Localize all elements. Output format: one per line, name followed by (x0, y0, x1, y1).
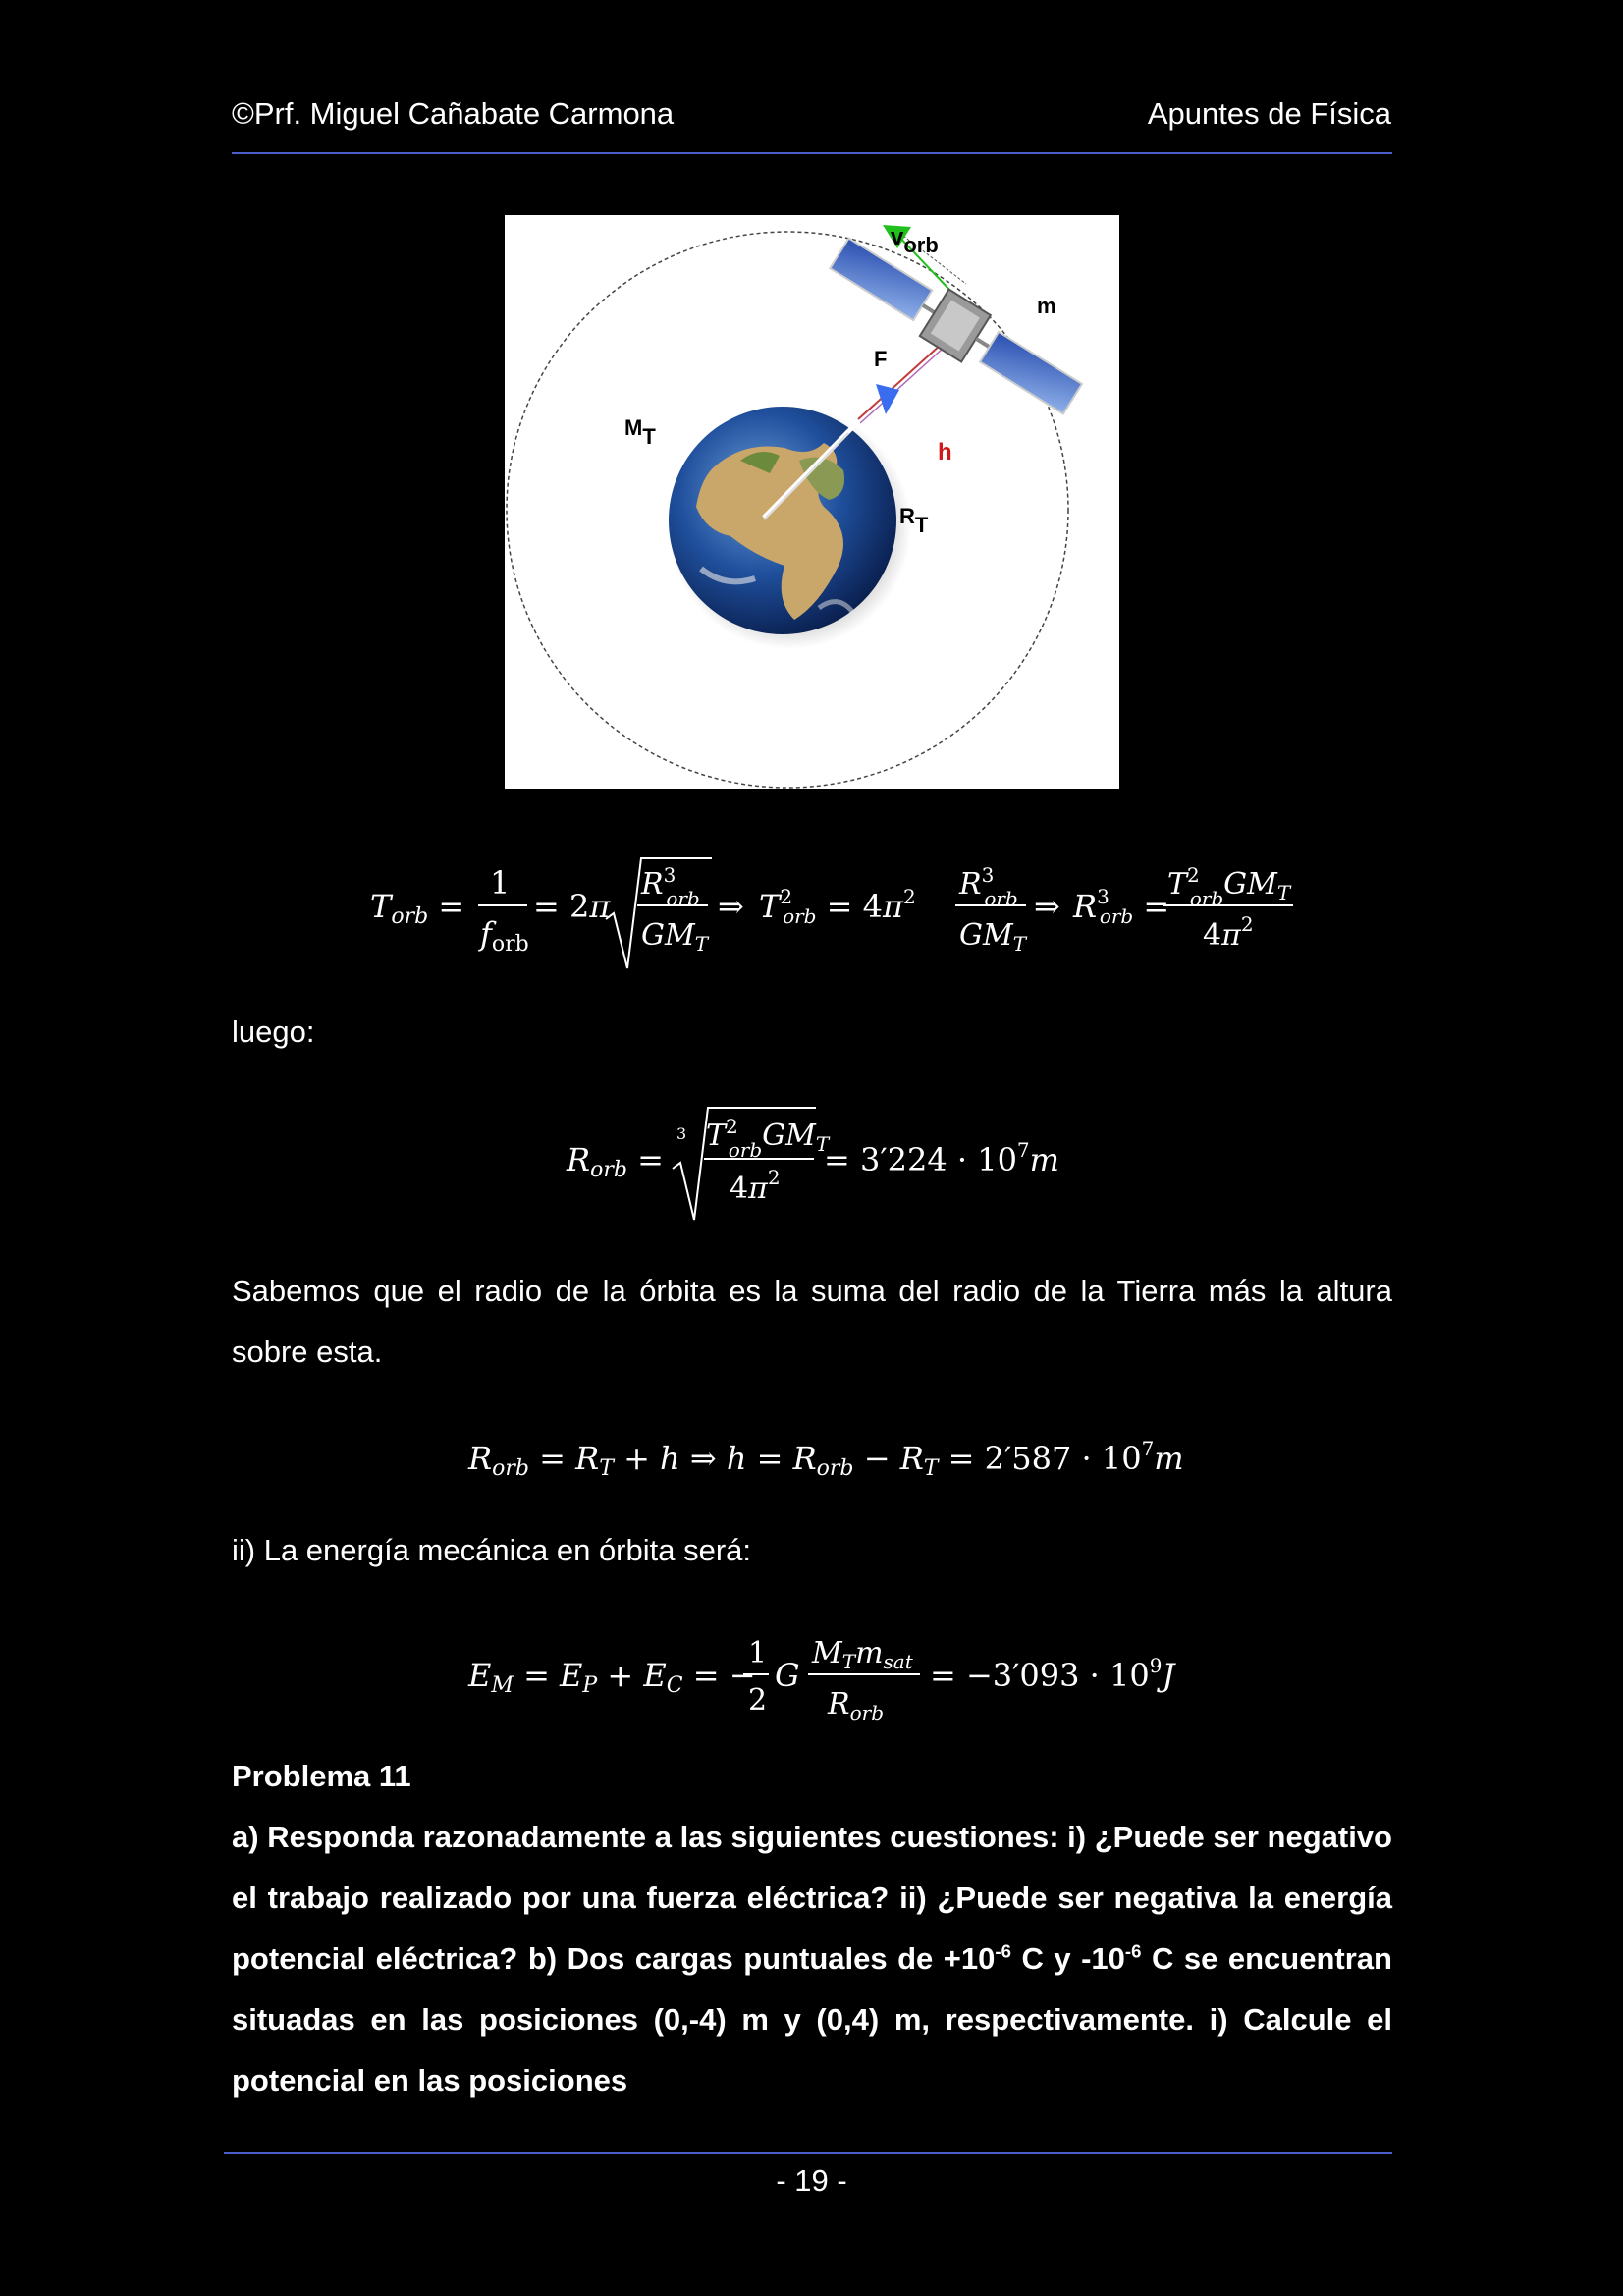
equation-2-svg (567, 1100, 1057, 1228)
svg-text:T2orbGMT: $T^2$ orbGM$_T$ (1167, 863, 1291, 910)
svg-text:Rorb: $R_{orb}$ (828, 1687, 884, 1724)
page-number: - 19 - (776, 2163, 847, 2198)
header-author: ©Prf. Miguel Cañabate Carmona (232, 96, 675, 131)
satellite-mass-label: m (1037, 294, 1056, 318)
svg-text:= 2π: = 2π (533, 888, 611, 925)
text-luego: luego: (232, 1014, 315, 1049)
svg-text:forb: forb (480, 915, 529, 957)
exponent-2: -6 (1124, 1941, 1142, 1962)
header-rule (232, 152, 1392, 154)
exponent-1: -6 (995, 1941, 1011, 1962)
orbit-diagram (505, 215, 1119, 789)
velocity-label: vorb (891, 224, 939, 257)
equation-3-svg (468, 1436, 1184, 1485)
problem-text-part-3: C se encuentran situadas en las posiciones (0,-4) m y (0,4) m, respectivamente. i) Calcule el potencial en las posiciones (232, 1941, 1392, 2098)
problem-text-part-1: a) Responda razonadamente a las siguientes cuestiones: i) ¿Puede ser negativo el trabajo realizado por una fuerza eléctrica? ii) ¿Puede ser negativa la energía potencial eléctrica? b) Dos cargas puntuales de +10 (232, 1820, 1392, 1976)
problem-statement (232, 1807, 1392, 2111)
text-energia: ii) La energía mecánica en órbita será: (232, 1533, 752, 1567)
equation-orbital-period (232, 850, 1392, 986)
svg-text:2: 2 (748, 1683, 768, 1718)
header-subject: Apuntes de Física (1147, 96, 1391, 131)
svg-text:G: G (775, 1657, 800, 1694)
footer-rule (224, 2152, 1392, 2154)
svg-text:GMT: $GM_T$ (641, 918, 709, 956)
svg-text:GMT: $GM_T$ (959, 918, 1027, 956)
svg-text:4π2: $4\pi^2$ (730, 1166, 781, 1206)
height-label: h (938, 439, 952, 465)
svg-text:R3orb: $R^3$ orb (959, 863, 1018, 910)
svg-text:EM = EP + EC = −: EM = EP + EC = − (468, 1657, 756, 1698)
svg-text:4π2: $4\pi^2$ (1203, 912, 1254, 953)
svg-text:T2orb = 4π2: $T^2$ orb = $4\pi^2$ (759, 885, 916, 928)
force-label: F (874, 347, 888, 371)
equation-height (232, 1436, 1392, 1493)
svg-text:R3orb =: $R^3$ orb = (1073, 885, 1170, 928)
svg-text:1: 1 (748, 1636, 768, 1670)
svg-text:Torb =: Torb = (370, 888, 465, 929)
svg-text:MTmsat: $M_Tm_{sat}$ (812, 1636, 913, 1673)
svg-text:Rorb = RT + h ⇒ h = Rorb − RT: Rorb = RT + h ⇒ h = Rorb − RT = $2'587 \cdot 10^7m$ (468, 1437, 1184, 1481)
svg-text:= 3′224 · 107m: = $3'224 \cdot 10^7m$ (824, 1138, 1059, 1178)
satellite-icon (825, 230, 1087, 422)
svg-text:R3orb: $R^3$ orb (641, 863, 700, 910)
earth-mass-label: MT (624, 415, 656, 449)
equation-mechanical-energy (232, 1625, 1392, 1741)
equation-1-svg (370, 850, 1291, 978)
equation-orbit-radius (232, 1100, 1392, 1235)
orbit-figure (505, 215, 1119, 789)
earth-radius-label: RT (899, 504, 929, 537)
svg-text:Rorb =: Rorb = (567, 1141, 664, 1182)
problem-title: Problema 11 (232, 1759, 411, 1793)
problem-text-part-2: C y -10 (1010, 1941, 1125, 1976)
text-sabemos: Sabemos que el radio de la órbita es la suma del radio de la Tierra más la altura sobre esta. (232, 1274, 1392, 1369)
svg-text:T2orbGMT: $T^2$ orbGM$_T$ (706, 1115, 830, 1162)
earth-icon (669, 407, 896, 634)
svg-text:⇒: ⇒ (1034, 888, 1060, 925)
svg-text:= −3′093 · 109J: = $-3'093 \cdot 10^9J$ (930, 1654, 1175, 1694)
equation-4-svg (468, 1625, 1175, 1733)
svg-text:⇒: ⇒ (718, 888, 744, 925)
svg-text:3: 3 (676, 1124, 687, 1143)
svg-text:1: 1 (490, 864, 511, 902)
